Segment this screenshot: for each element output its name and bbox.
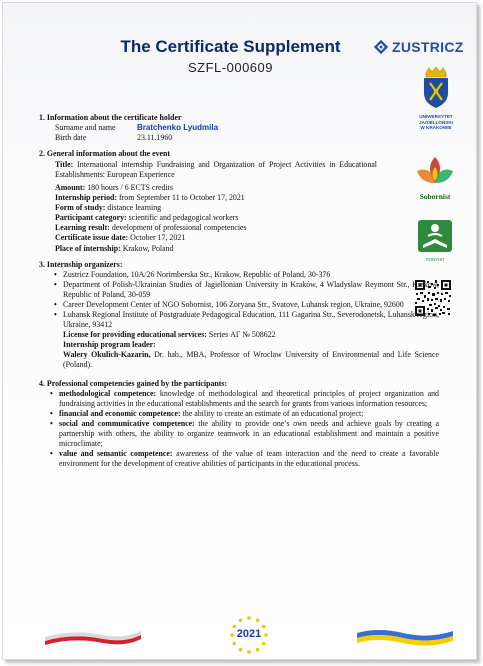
zustricz-diamond-icon	[373, 39, 389, 55]
place-value: Krakow, Poland	[122, 243, 174, 253]
amount-label: Amount:	[55, 183, 86, 193]
amount-row	[55, 183, 377, 193]
license-value: Series АГ № 508622	[208, 329, 276, 339]
form-row	[55, 203, 377, 213]
organizer-item: • Department of Polish-Ukrainian Studies of Jagiellonian University in Kraków, 4 Wladyslaw Reymont Str., Krakow, Republic of Poland, 30-059	[63, 280, 439, 300]
event-title	[55, 160, 377, 180]
surname-value: Bratchenko Lyudmila	[137, 123, 219, 133]
zustricz-brand	[373, 39, 464, 55]
competency-text: knowledge of methodological and theoretical principles of project organization and fundraising activities in the educational establishments and the search for grants from various information resources;	[59, 388, 439, 408]
category-value: scientific and pedagogical workers	[128, 213, 239, 223]
organizer-item: • Luhansk Regional Institute of Postgraduate Pedagogical Education, 111 Gagarina Str., Severodonetsk, Luhansk region, Ukraine, 93412	[63, 310, 439, 330]
leader-name: Walery Okulich-Kazarin,	[63, 349, 151, 359]
amount-value: 180 hours / 6 ECTS credits	[87, 183, 173, 193]
event-title-label: Title:	[55, 160, 74, 170]
poland-flag-wave	[43, 625, 143, 647]
competency-term: financial and economic competence:	[59, 408, 181, 418]
period-row	[55, 193, 377, 203]
result-row	[55, 223, 377, 233]
leader-row	[63, 350, 439, 370]
competency-text: the ability to provide one’s own needs and achieve goals by creating a partnership with others, the ability to organize teamwork in an educational establishment and maintain a positive microclimate;	[59, 419, 439, 449]
organizer-item: • Career Development Center of NGO Sobornist, 106 Zoryana Str., Svatove, Luhansk region, Ukraine, 92600	[63, 300, 439, 310]
section-4-heading: 4. Professional competencies gained by the participants:	[39, 378, 228, 388]
year-badge	[228, 614, 270, 656]
organizer-item: • Zustricz Foundation, 10A/26 Norimberska Str., Krakow, Republic of Poland, 30-376	[63, 270, 439, 280]
surname-row	[55, 123, 439, 133]
form-value: distance learning	[107, 203, 162, 213]
competency-term: methodological competence:	[59, 388, 157, 398]
competency-item	[59, 409, 439, 419]
green-ngo-label: ЛОВУНП	[425, 257, 445, 262]
result-label: Learning result:	[55, 223, 110, 233]
place-row	[55, 244, 377, 254]
competency-term: value and semantic competence:	[59, 449, 173, 459]
event-title-value: International internship Fundraising and Organization of Project Activities in Educational Establishments: European Experience	[55, 160, 377, 180]
license-label: License for providing educational services:	[63, 329, 207, 339]
competency-text: the ability to create an estimate of an educational project;	[182, 408, 364, 418]
certificate-serial: SZFL-000609	[188, 60, 273, 75]
birth-date-label: Birth date	[55, 133, 87, 143]
leader-title: Dr. hab., MBA, Professor of Wroclaw University of Environmental and Life Science (Poland).	[63, 349, 439, 369]
period-label: Internship period:	[55, 193, 118, 203]
issue-value: October 17, 2021	[130, 233, 186, 243]
issue-label: Certificate issue date:	[55, 233, 129, 243]
section-3-heading: 3. Internship organizers:	[39, 259, 123, 269]
university-line-2: JAGIELLOŃSKI	[419, 119, 453, 125]
organizers-list	[39, 270, 439, 330]
competencies-list	[39, 389, 439, 469]
university-line-1: UNIWERSYTET	[419, 114, 453, 119]
leader-label: Internship program leader:	[63, 339, 156, 349]
ukraine-flag-wave	[355, 625, 455, 647]
form-label: Form of study:	[55, 203, 106, 213]
university-line-3: W KRAKOWIE	[420, 125, 452, 131]
competency-term: social and communicative competence:	[59, 419, 195, 428]
competency-item	[59, 419, 439, 449]
section-1-heading: 1. Information about the certificate holder	[39, 113, 182, 122]
period-value: from September 11 to October 17, 2021	[119, 193, 245, 203]
competency-item	[59, 389, 439, 409]
birth-date-row	[55, 133, 439, 143]
brand-name: ZUSTRICZ	[392, 39, 464, 55]
certificate-page	[2, 2, 477, 660]
license-row	[63, 330, 439, 340]
page-title: The Certificate Supplement	[120, 37, 341, 56]
sobornist-label: Sobornist	[419, 192, 451, 201]
jagiellonian-crest-icon	[419, 65, 453, 109]
place-label: Place of internship:	[55, 243, 121, 253]
competency-item	[59, 449, 439, 469]
surname-label: Surname and name	[55, 123, 116, 133]
competency-text: awareness of the value of team interaction and the need to create a favorable environment for the development of creative abilities of participants in the educational process.	[59, 449, 439, 469]
category-label: Participant category:	[55, 213, 127, 223]
section-2-heading: 2. General information about the event	[39, 149, 171, 159]
certificate-content	[39, 113, 439, 469]
birth-date-value: 23.11.1960	[137, 133, 173, 143]
year-label: 2021	[236, 628, 262, 640]
issue-row	[55, 233, 377, 243]
category-row	[55, 213, 377, 223]
result-value: development of professional competencies	[111, 223, 247, 233]
